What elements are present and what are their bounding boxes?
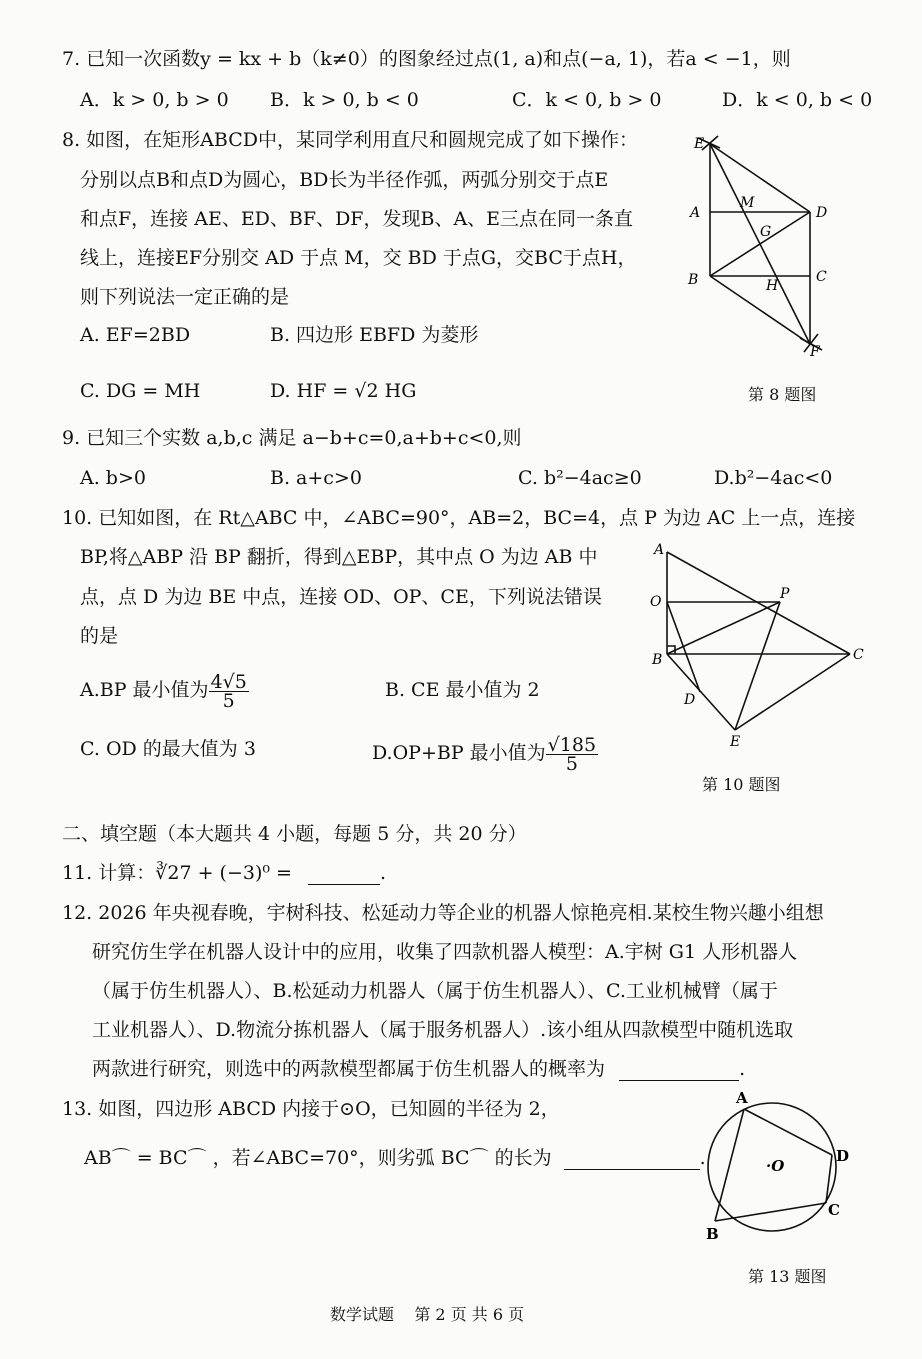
q9-stem: 9. 已知三个实数 a,b,c 满足 a−b+c=0,a+b+c<0,则: [62, 427, 522, 449]
q8-label-a: A: [690, 205, 701, 221]
q10-label-o: O: [650, 594, 662, 610]
q13-label-o: ·O: [766, 1157, 785, 1175]
q8-option-d: D. HF = √2 HG: [270, 380, 417, 402]
q8-line-2: 分别以点B和点D为圆心，BD长为半径作弧，两弧分别交于点E: [80, 169, 609, 191]
q10-label-p: P: [780, 586, 790, 602]
q13-label-c: C: [828, 1201, 840, 1219]
q10-line-3: 点，点 D 为边 BE 中点，连接 OD、OP、CE，下列说法错误: [80, 586, 602, 608]
q10-line-2: BP,将△ABP 沿 BP 翻折，得到△EBP，其中点 O 为边 AB 中: [80, 546, 598, 568]
q10-label-d: D: [684, 692, 696, 708]
q9-option-c: C. b²−4ac≥0: [518, 467, 642, 489]
q8-label-m: M: [740, 195, 755, 211]
q12-line-3: （属于仿生机器人）、B.松延动力机器人（属于仿生机器人）、C.工业机械臂（属于: [92, 980, 778, 1002]
q11: [62, 861, 386, 885]
q13-end: .: [699, 1147, 706, 1169]
q13-label-a: A: [736, 1089, 748, 1107]
q12-line-5-text: 两款进行研究，则选中的两款模型都属于仿生机器人的概率为: [92, 1058, 606, 1080]
q10-option-d-den: 5: [565, 752, 578, 775]
q8-label-h: H: [766, 278, 779, 294]
q7-option-a: A．k > 0, b > 0: [80, 89, 229, 111]
q10-option-d-text: D.OP+BP 最小值为: [372, 742, 546, 764]
q10-caption: 第 10 题图: [702, 775, 781, 794]
q12-line-4: 工业机器人）、D.物流分拣机器人（属于服务机器人）.该小组从四款模型中随机选取: [92, 1019, 794, 1041]
q11-text: 11. 计算：∛27 + (−3)⁰ =: [62, 862, 292, 884]
q13-caption: 第 13 题图: [748, 1267, 827, 1286]
q13-label-b: B: [706, 1225, 719, 1243]
q10-line-1: 10. 已知如图，在 Rt△ABC 中，∠ABC=90°，AB=2，BC=4，点 P 为边 AC 上一点，连接: [62, 507, 856, 529]
q10-label-e: E: [730, 734, 741, 750]
q12-answer-blank[interactable]: [619, 1060, 739, 1081]
q8-label-g: G: [760, 224, 772, 240]
q10-label-b: B: [652, 652, 663, 668]
q8-figure: [680, 130, 850, 360]
q8-option-b: B. 四边形 EBFD 为菱形: [270, 324, 479, 346]
q7-option-c: C．k < 0, b > 0: [512, 89, 662, 111]
q12-line-1: 12. 2026 年央视春晚，宇树科技、松延动力等企业的机器人惊艳亮相.某校生物兴趣小组想: [62, 902, 824, 924]
q7-option-d: D．k < 0, b < 0: [722, 89, 873, 111]
q7-option-b: B．k > 0, b < 0: [270, 89, 419, 111]
q8-option-c: C. DG = MH: [80, 380, 201, 402]
section-2-heading: 二、填空题（本大题共 4 小题，每题 5 分，共 20 分）: [62, 823, 527, 845]
q8-caption: 第 8 题图: [748, 385, 817, 404]
q8-line-5: 则下列说法一定正确的是: [80, 286, 290, 308]
q10-option-d-num: √185: [547, 733, 597, 756]
q10-option-d: [372, 733, 598, 773]
q13-label-d: D: [836, 1147, 850, 1165]
q13-answer-blank[interactable]: [564, 1149, 700, 1170]
q7-stem: 7. 已知一次函数y = kx + b（k≠0）的图象经过点(1, a)和点(−a, 1)，若a < −1，则: [62, 48, 791, 70]
q10-line-4: 的是: [80, 625, 119, 647]
q10-option-a: [80, 670, 249, 710]
q9-option-a: A. b>0: [80, 467, 146, 489]
q10-option-b: B. CE 最小值为 2: [385, 679, 540, 701]
q12-line-2: 研究仿生学在机器人设计中的应用，收集了四款机器人模型：A.宇树 G1 人形机器人: [92, 941, 798, 963]
q11-end: .: [380, 862, 387, 884]
q8-line-4: 线上，连接EF分别交 AD 于点 M，交 BD 于点G，交BC于点H，: [80, 247, 637, 269]
q13-figure: [690, 1085, 860, 1250]
q8-line-3: 和点F，连接 AE、ED、BF、DF，发现B、A、E三点在同一条直: [80, 208, 634, 230]
q8-label-b: B: [688, 272, 699, 288]
q13-line-2-text: AB⌒ = BC⌒ ，若∠ABC=70°，则劣弧 BC⌒ 的长为: [84, 1147, 552, 1169]
q8-label-e: E: [694, 136, 705, 152]
q10-figure: [640, 540, 870, 755]
q8-label-c: C: [816, 269, 827, 285]
q13-line-1: 13. 如图，四边形 ABCD 内接于⊙O，已知圆的半径为 2，: [62, 1098, 560, 1120]
q11-answer-blank[interactable]: [308, 864, 380, 885]
q8-label-d: D: [816, 205, 828, 221]
q10-label-c: C: [853, 647, 864, 663]
q10-option-a-num: 4√5: [210, 670, 247, 693]
q9-option-b: B. a+c>0: [270, 467, 362, 489]
q8-line-1: 8. 如图，在矩形ABCD中，某同学利用直尺和圆规完成了如下操作：: [62, 129, 638, 151]
q9-option-d: D.b²−4ac<0: [714, 467, 833, 489]
q10-option-a-den: 5: [222, 689, 235, 712]
q10-option-c: C. OD 的最大值为 3: [80, 738, 256, 760]
q10-option-a-text: A.BP 最小值为: [80, 679, 209, 701]
page-footer: 数学试题 第 2 页 共 6 页: [330, 1305, 525, 1324]
q8-label-f: F: [810, 344, 820, 360]
q8-option-a: A. EF=2BD: [80, 324, 191, 346]
q12-end: .: [739, 1058, 746, 1080]
q13-line-2: [84, 1146, 706, 1170]
q12-line-5: [92, 1057, 745, 1081]
q10-label-a: A: [654, 542, 665, 558]
